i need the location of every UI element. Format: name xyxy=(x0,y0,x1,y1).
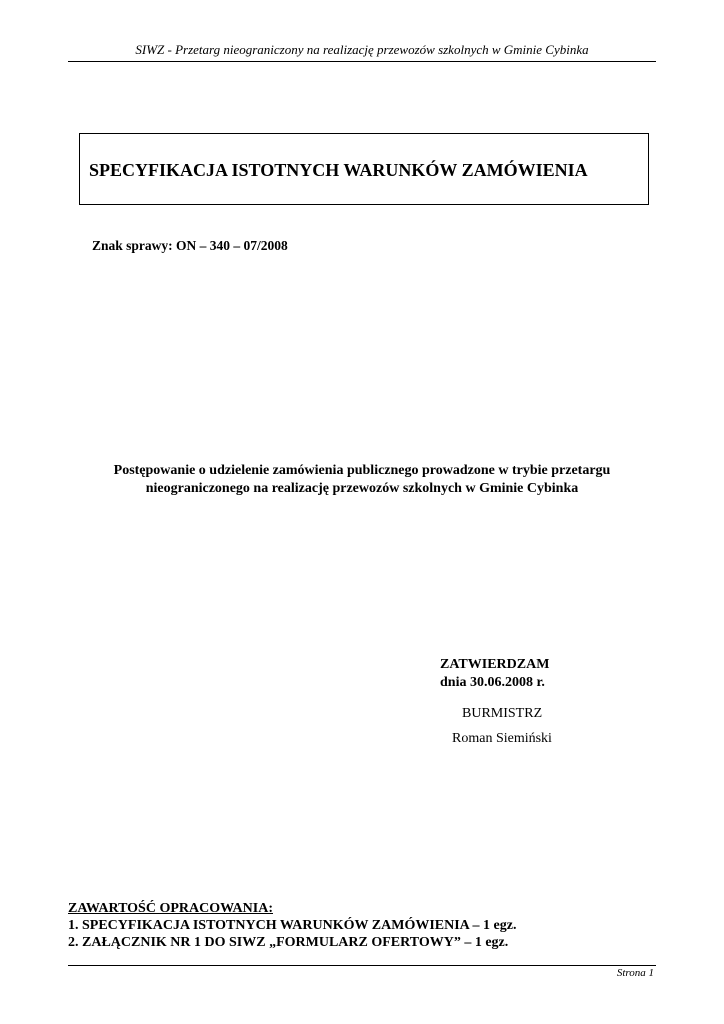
procedure-line-2: nieograniczonego na realizację przewozów szkolnych w Gminie Cybinka xyxy=(145,481,579,496)
case-reference: Znak sprawy: ON – 340 – 07/2008 xyxy=(92,238,288,253)
contents-item: 2. ZAŁĄCZNIK NR 1 DO SIWZ „FORMULARZ OFERTOWY” – 1 egz. xyxy=(68,935,509,950)
mayor-office: BURMISTRZ xyxy=(462,706,543,721)
contents-section xyxy=(68,900,516,951)
procedure-line-1: Postępowanie o udzielenie zamówienia publicznego prowadzone w trybie przetargu xyxy=(113,463,611,478)
approval-date: dnia 30.06.2008 r. xyxy=(440,675,545,690)
title-box xyxy=(79,133,649,205)
approval-block xyxy=(440,656,549,692)
procedure-description xyxy=(60,462,664,498)
running-header: SIWZ - Przetarg nieograniczony na realizację przewozów szkolnych w Gminie Cybinka xyxy=(135,42,589,57)
contents-heading: ZAWARTOŚĆ OPRACOWANIA: xyxy=(68,901,273,916)
page-number: Strona 1 xyxy=(616,967,654,979)
header-rule xyxy=(68,61,656,62)
mayor-name: Roman Siemiński xyxy=(452,731,552,746)
document-title: SPECYFIKACJA ISTOTNYCH WARUNKÓW ZAMÓWIENIA xyxy=(89,160,588,180)
approval-label: ZATWIERDZAM xyxy=(440,657,550,672)
footer-rule xyxy=(68,965,656,966)
contents-item: 1. SPECYFIKACJA ISTOTNYCH WARUNKÓW ZAMÓWIENIA – 1 egz. xyxy=(68,918,517,933)
